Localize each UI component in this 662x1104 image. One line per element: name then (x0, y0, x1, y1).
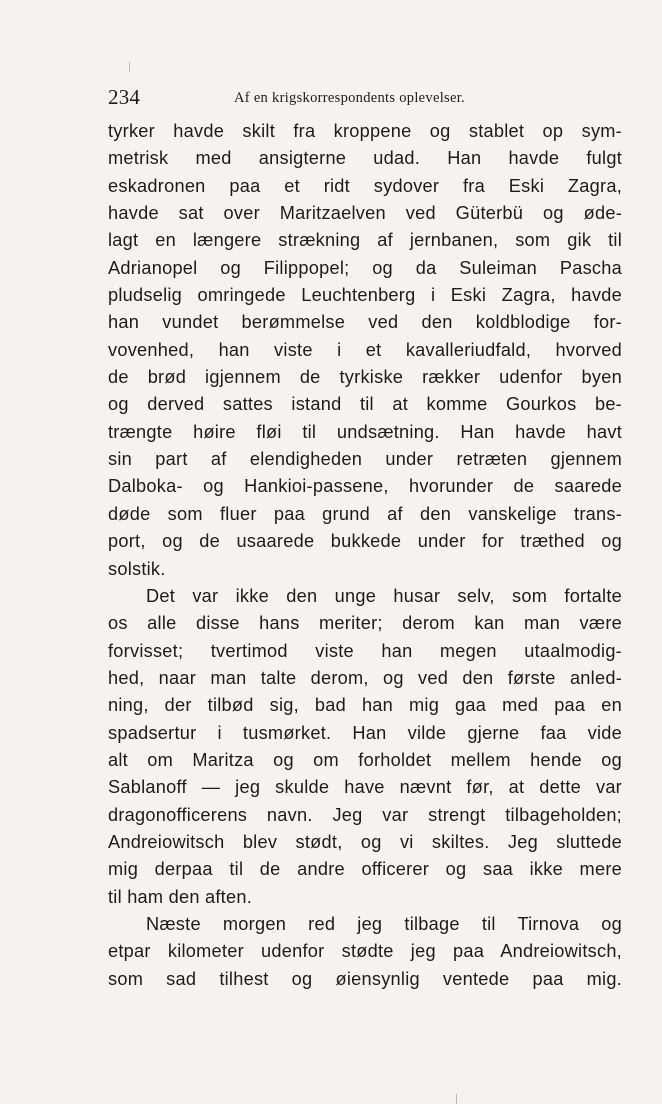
paragraph-first-line: Det var ikke den unge husar selv, som fortalte (146, 585, 622, 606)
text-line: tyrker havde skilt fra kroppene og stablet op sym- (108, 121, 622, 141)
text-line: Adrianopel og Filippopel; og da Suleiman Pascha (108, 257, 622, 278)
text-line: vovenhed, han viste i et kavalleriudfald, hvorved (108, 339, 622, 360)
print-mark (456, 1094, 457, 1104)
text-line: Dalboka- og Hankioi-passene, hvorunder de saarede (108, 476, 622, 497)
text-line: eskadronen paa et ridt sydover fra Eski Zagra, (108, 175, 622, 196)
text-line: døde som fluer paa grund af den vanskelige trans- (108, 503, 622, 524)
print-mark (129, 62, 130, 72)
text-line: alt om Maritza og om forholdet mellem hende og (108, 749, 622, 770)
running-title: Af en krigskorrespondents oplevelser. (234, 90, 465, 106)
text-line: og derved sattes istand til at komme Gourkos be- (108, 394, 622, 415)
text-line: han vundet berømmelse ved den koldblodige for- (108, 312, 622, 333)
text-line: Sablanoff — jeg skulde have nævnt før, at dette var (108, 777, 622, 798)
paragraph-last-line: solstik. (108, 558, 166, 579)
text-line: dragonofficerens navn. Jeg var strengt tilbageholden; (108, 804, 622, 825)
paragraph-last-line: til ham den aften. (108, 886, 253, 907)
text-line: metrisk med ansigterne udad. Han havde fulgt (108, 148, 622, 169)
text-line: pludselig omringede Leuchtenberg i Eski Zagra, havde (108, 285, 622, 306)
text-line: spadsertur i tusmørket. Han vilde gjerne faa vide (108, 722, 622, 743)
text-line: ning, der tilbød sig, bad han mig gaa med paa en (108, 695, 622, 716)
text-line: Andreiowitsch blev stødt, og vi skiltes. Jeg sluttede (108, 831, 622, 852)
text-line: sin part af elendigheden under retræten gjennem (108, 449, 622, 470)
text-line: forvisset; tvertimod viste han megen utaalmodig- (108, 640, 622, 661)
paragraph-first-line: Næste morgen red jeg tilbage til Tirnova og (146, 913, 622, 934)
text-line: hed, naar man talte derom, og ved den første anled- (108, 667, 622, 688)
text-line: etpar kilometer udenfor stødte jeg paa Andreiowitsch, (108, 941, 622, 962)
body-text (108, 118, 622, 993)
text-line: os alle disse hans meriter; derom kan man være (108, 613, 622, 634)
text-line: lagt en længere strækning af jernbanen, som gik til (108, 230, 622, 251)
text-line: mig derpaa til de andre officerer og saa ikke mere (108, 859, 622, 880)
text-line: port, og de usaarede bukkede under for træthed og (108, 531, 622, 552)
text-line: havde sat over Maritzaelven ved Güterbü og øde- (108, 203, 622, 224)
text-line: trængte høire fløi til undsætning. Han havde havt (108, 421, 622, 442)
page-number: 234 (108, 85, 141, 109)
text-line: som sad tilhest og øiensynlig ventede paa mig. (108, 968, 622, 989)
text-line: de brød igjennem de tyrkiske rækker udenfor byen (108, 367, 622, 388)
page-header (108, 84, 622, 114)
